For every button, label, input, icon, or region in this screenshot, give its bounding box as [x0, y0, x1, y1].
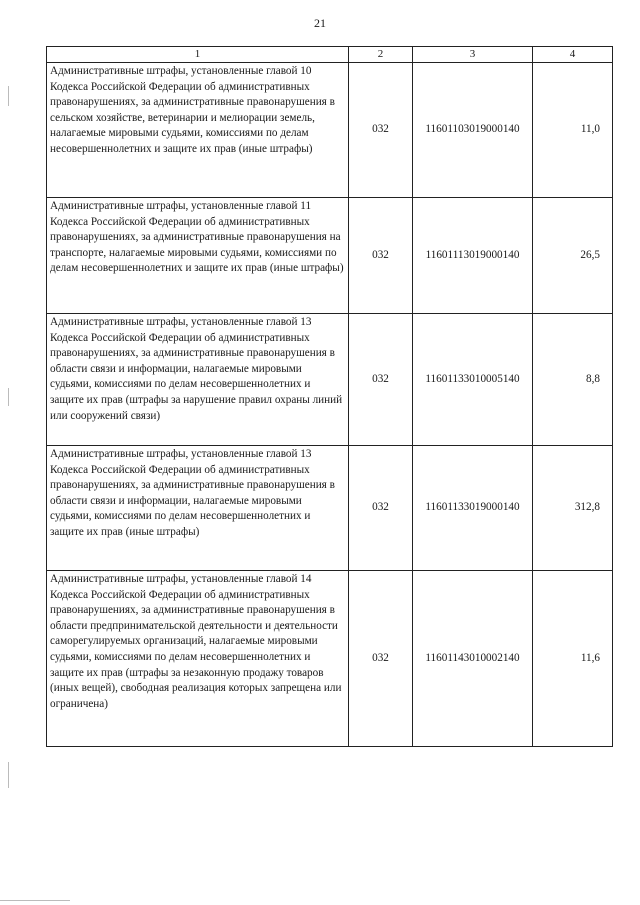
table-row — [47, 198, 613, 314]
footnote-separator — [0, 900, 70, 901]
scan-margin-mark — [8, 762, 9, 788]
row-revenue-code: 11601103019000140 — [413, 63, 533, 198]
row-description: Административные штрафы, установленные главой 14 Кодекса Российской Федерации об административных правонарушениях, за административные правонарушения в области предпринимательской деятельности и деятельности саморегулируемых организаций, налагаемые мировыми судьями, комиссиями по делам несовершеннолетних и защите их прав (штрафы за незаконную продажу товаров (иных вещей), свободная реализация которых запрещена или ограничена) — [47, 571, 349, 747]
column-header-3: 3 — [413, 47, 533, 63]
row-revenue-code: 11601113019000140 — [413, 198, 533, 314]
row-admin-code: 032 — [349, 63, 413, 198]
row-amount: 11,0 — [533, 63, 613, 198]
table-header — [47, 47, 613, 63]
column-header-1: 1 — [47, 47, 349, 63]
row-description: Административные штрафы, установленные главой 11 Кодекса Российской Федерации об административных правонарушениях, за административные правонарушения на транспорте, налагаемые мировыми судьями, комиссиями по делам несовершеннолетних и защите их прав (иные штрафы) — [47, 198, 349, 314]
table-row — [47, 314, 613, 446]
row-description: Административные штрафы, установленные главой 13 Кодекса Российской Федерации об административных правонарушениях, за административные правонарушения в области связи и информации, налагаемые мировыми судьями, комиссиями по делам несовершеннолетних и защите их прав (иные штрафы) — [47, 446, 349, 571]
row-admin-code: 032 — [349, 198, 413, 314]
row-amount: 11,6 — [533, 571, 613, 747]
row-description: Административные штрафы, установленные главой 10 Кодекса Российской Федерации об административных правонарушениях, за административные правонарушения в сельском хозяйстве, ветеринарии и мелиорации земель, налагаемые мировыми судьями, комиссиями по делам несовершеннолетних и защите их прав (иные штрафы) — [47, 63, 349, 198]
column-header-2: 2 — [349, 47, 413, 63]
row-amount: 8,8 — [533, 314, 613, 446]
scan-margin-mark — [8, 388, 9, 406]
row-amount: 26,5 — [533, 198, 613, 314]
table-row — [47, 571, 613, 747]
revenue-table — [46, 46, 613, 747]
table-row — [47, 63, 613, 198]
row-amount: 312,8 — [533, 446, 613, 571]
page-number: 21 — [314, 16, 326, 30]
row-revenue-code: 11601133019000140 — [413, 446, 533, 571]
row-revenue-code: 11601133010005140 — [413, 314, 533, 446]
table-row — [47, 446, 613, 571]
column-header-4: 4 — [533, 47, 613, 63]
scan-margin-mark — [8, 86, 9, 106]
row-description: Административные штрафы, установленные главой 13 Кодекса Российской Федерации об административных правонарушениях, за административные правонарушения в области связи и информации, налагаемые мировыми судьями, комиссиями по делам несовершеннолетних и защите их прав (штрафы за нарушение правил охраны линий или сооружений связи) — [47, 314, 349, 446]
row-revenue-code: 11601143010002140 — [413, 571, 533, 747]
row-admin-code: 032 — [349, 314, 413, 446]
row-admin-code: 032 — [349, 571, 413, 747]
row-admin-code: 032 — [349, 446, 413, 571]
